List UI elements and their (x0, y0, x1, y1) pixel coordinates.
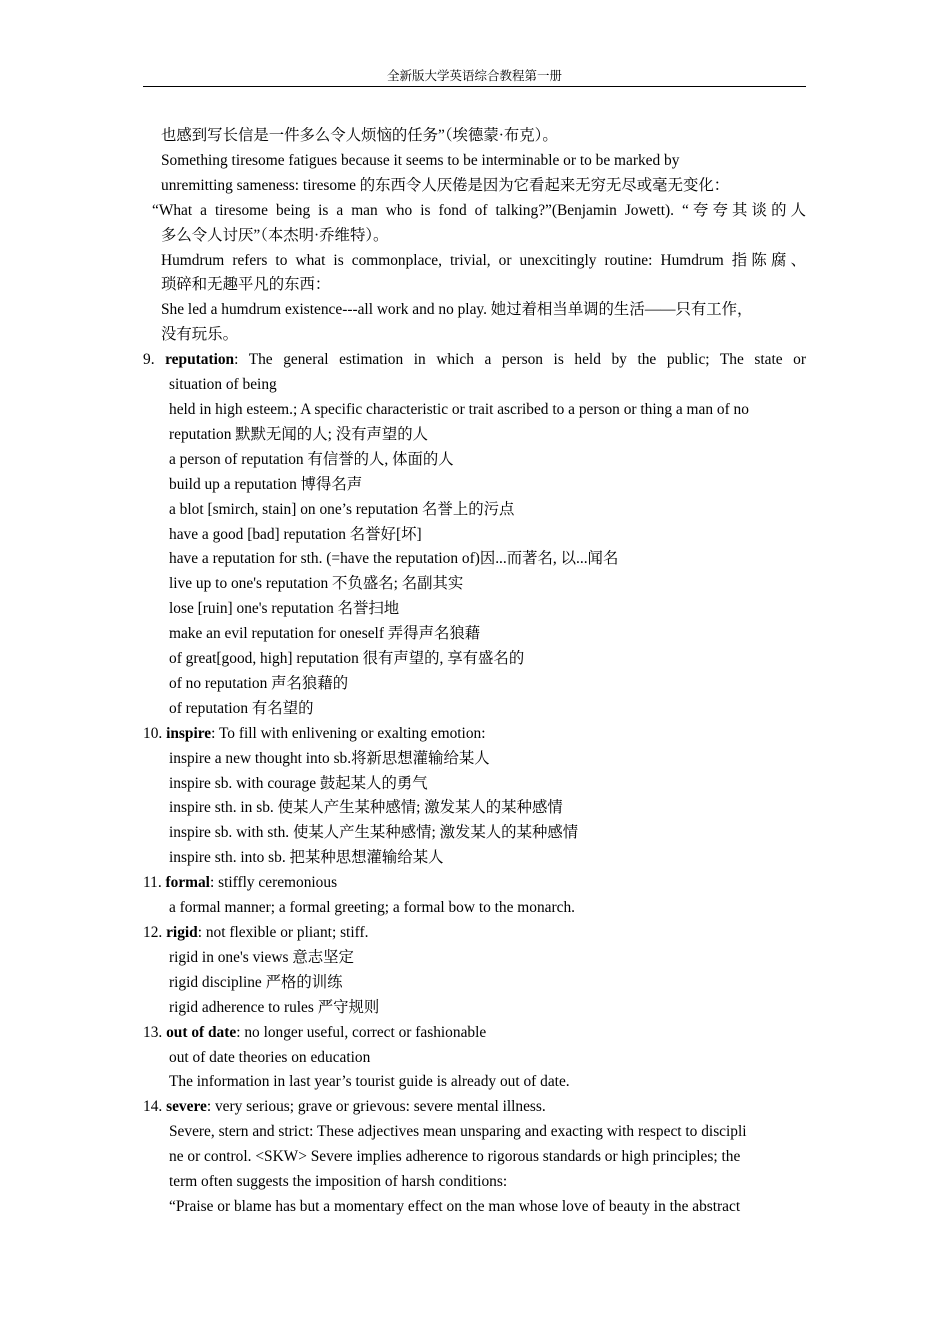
document-body (143, 124, 806, 1220)
line-text: reputation 默默无闻的人; 没有声望的人 (169, 425, 429, 443)
line-text: have a good [bad] reputation 名誉好[坏] (169, 525, 422, 543)
text-line (143, 622, 806, 647)
text-line (143, 373, 806, 398)
line-text: inspire sth. into sb. 把某种思想灌输给某人 (169, 849, 444, 867)
line-text: situation of being (169, 376, 277, 394)
line-text: Severe, stern and strict: These adjectives mean unsparing and exacting with respect to discipli (169, 1123, 747, 1141)
numbered-entry-line (143, 871, 806, 896)
line-text: rigid adherence to rules 严守规则 (169, 998, 380, 1016)
text-line (143, 796, 806, 821)
entry-term: rigid (166, 924, 198, 941)
text-line (143, 323, 806, 348)
text-line (143, 149, 806, 174)
entry-number: 10. (143, 724, 167, 742)
line-text: a blot [smirch, stain] on one’s reputation 名誉上的污点 (169, 500, 515, 518)
line-text: of reputation 有名望的 (169, 699, 314, 717)
entry-number: 11. (143, 874, 166, 892)
line-text: ne or control. <SKW> Severe implies adherence to rigorous standards or high principles; the (169, 1148, 741, 1166)
line-text: : To fill with enlivening or exalting emotion: (211, 724, 486, 742)
line-text: “Praise or blame has but a momentary effect on the man whose love of beauty in the abstract (169, 1197, 741, 1215)
line-text: unremitting sameness: tiresome 的东西令人厌倦是因为它看起来无穷无尽或毫无变化： (161, 176, 730, 194)
text-line (143, 273, 806, 298)
text-line (143, 174, 806, 199)
text-line (143, 448, 806, 473)
entry-term: out of date (166, 1023, 237, 1041)
text-line (143, 523, 806, 548)
line-text: She led a humdrum existence---all work and no play. 她过着相当单调的生活——只有工作， (161, 301, 753, 319)
text-line (143, 1170, 806, 1195)
line-text: of no reputation 声名狼藉的 (169, 674, 349, 692)
line-text: build up a reputation 博得名声 (169, 475, 363, 493)
line-text: a person of reputation 有信誉的人, 体面的人 (169, 450, 454, 468)
numbered-entry-line (143, 348, 806, 373)
text-line (143, 1046, 806, 1071)
text-line (143, 647, 806, 672)
line-text: 也感到写长信是一件多么令人烦恼的任务”（埃德蒙·布克）。 (161, 127, 558, 144)
line-text: out of date theories on education (169, 1048, 371, 1066)
page-header: 全新版大学英语综合教程第一册 (143, 66, 806, 87)
line-text: inspire sb. with sth. 使某人产生某种感情; 激发某人的某种感情 (169, 824, 579, 842)
text-line (143, 298, 806, 323)
text-line (143, 747, 806, 772)
line-text: make an evil reputation for oneself 弄得声名狼藉 (169, 625, 481, 643)
line-text: rigid in one's views 意志坚定 (169, 948, 354, 966)
text-line (143, 672, 806, 697)
numbered-entry-line (143, 921, 806, 946)
text-line (143, 473, 806, 498)
text-line (143, 846, 806, 871)
entry-term: severe (166, 1098, 207, 1116)
line-text: term often suggests the imposition of harsh conditions: (169, 1173, 508, 1191)
text-line (143, 946, 806, 971)
text-line (143, 423, 806, 448)
line-text: lose [ruin] one's reputation 名誉扫地 (169, 600, 400, 618)
text-line (143, 249, 806, 274)
line-text: : very serious; grave or grievous: severe mental illness. (206, 1098, 546, 1116)
line-text: “What a tiresome being is a man who is fond of talking?”(Benjamin Jowett). “夸夸其谈的人 (152, 201, 806, 219)
line-text: : stiffly ceremonious (209, 874, 338, 892)
entry-term: reputation (165, 351, 235, 369)
entry-number: 9. (143, 351, 166, 369)
numbered-entry-line (143, 1095, 806, 1120)
text-line (143, 971, 806, 996)
text-line (143, 821, 806, 846)
line-text: inspire sb. with courage 鼓起某人的勇气 (169, 774, 428, 792)
text-line (143, 1120, 806, 1145)
text-line (143, 1195, 806, 1220)
text-line (143, 597, 806, 622)
text-line (143, 996, 806, 1021)
line-text: 多么令人讨厌”（本杰明·乔维特）。 (161, 226, 389, 244)
line-text: live up to one's reputation 不负盛名; 名副其实 (169, 575, 464, 593)
line-text: inspire a new thought into sb.将新思想灌输给某人 (169, 749, 490, 767)
text-line (143, 547, 806, 572)
line-text: of great[good, high] reputation 很有声望的, 享有盛名的 (169, 650, 525, 668)
line-text: : The general estimation in which a person is held by the public; The state or (234, 351, 806, 369)
text-line (143, 199, 806, 224)
line-text: : no longer useful, correct or fashionable (236, 1023, 487, 1041)
line-text: 琐碎和无趣平凡的东西： (161, 276, 331, 294)
text-line (143, 124, 806, 149)
line-text: : not flexible or pliant; stiff. (197, 924, 369, 941)
text-line (143, 224, 806, 249)
text-line (143, 398, 806, 423)
entry-term: formal (165, 874, 210, 892)
text-line (143, 498, 806, 523)
line-text: 没有玩乐。 (161, 326, 238, 344)
text-line (143, 1145, 806, 1170)
line-text: Something tiresome fatigues because it seems to be interminable or to be marked by (161, 151, 680, 169)
text-line (143, 697, 806, 722)
line-text: Humdrum refers to what is commonplace, trivial, or unexcitingly routine: Humdrum 指陈腐、 (161, 251, 806, 269)
numbered-entry-line (143, 722, 806, 747)
line-text: rigid discipline 严格的训练 (169, 973, 343, 991)
entry-number: 13. (143, 1023, 167, 1041)
text-line (143, 572, 806, 597)
entry-number: 14. (143, 1098, 167, 1116)
line-text: The information in last year’s tourist guide is already out of date. (169, 1073, 570, 1091)
line-text: have a reputation for sth. (=have the reputation of)因...而著名, 以...闻名 (169, 550, 619, 568)
text-line (143, 772, 806, 797)
text-line (143, 896, 806, 921)
entry-number: 12. (143, 924, 167, 941)
text-line (143, 1070, 806, 1095)
line-text: a formal manner; a formal greeting; a formal bow to the monarch. (169, 899, 575, 917)
line-text: held in high esteem.; A specific characteristic or trait ascribed to a person or thing a man of no (169, 400, 749, 418)
numbered-entry-line (143, 1021, 806, 1046)
line-text: inspire sth. in sb. 使某人产生某种感情; 激发某人的某种感情 (169, 799, 563, 817)
entry-term: inspire (166, 724, 212, 742)
